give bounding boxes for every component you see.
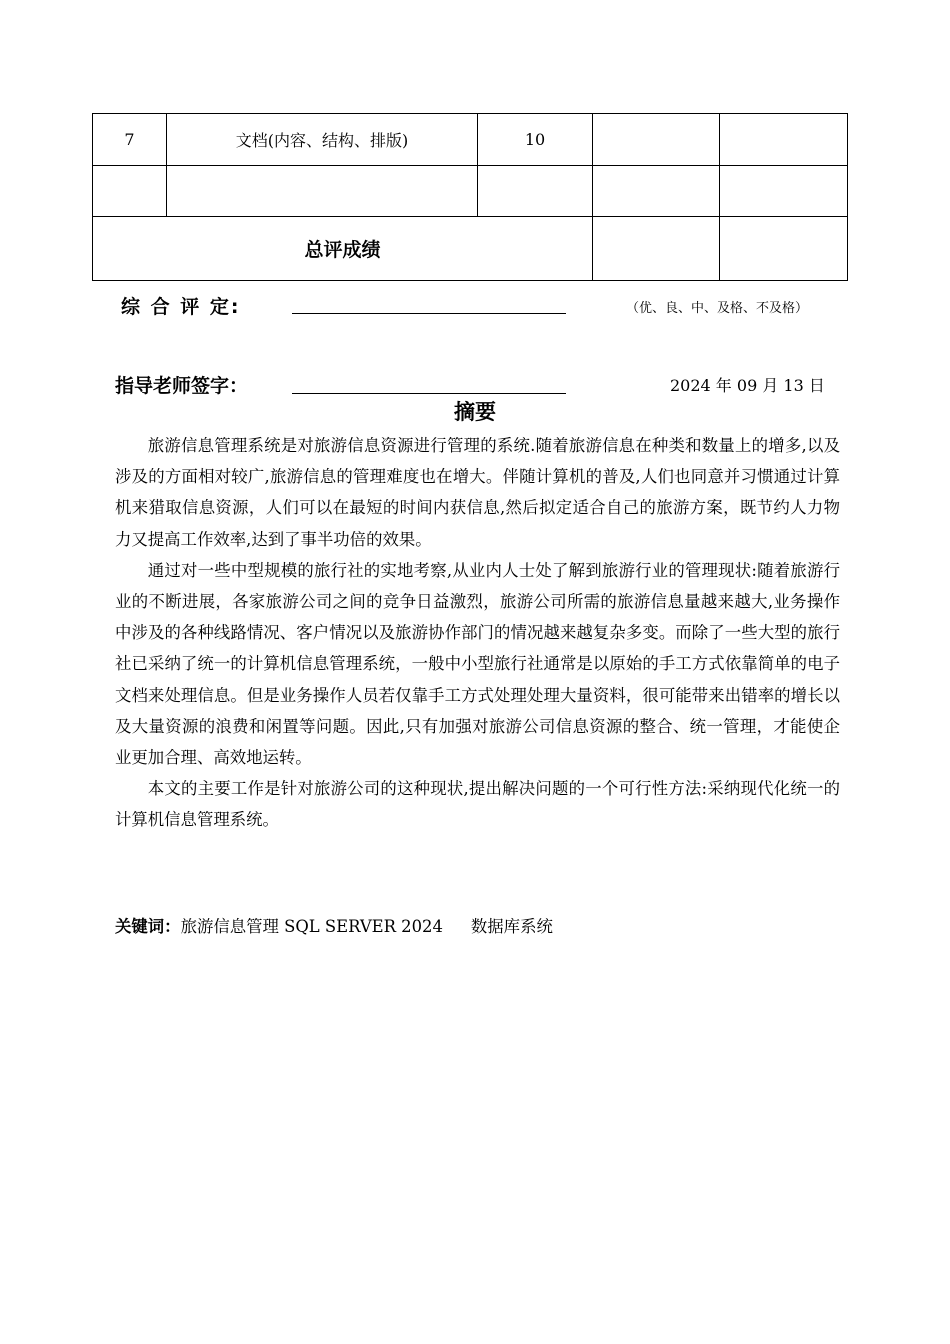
row-item: 文档(内容、结构、排版) xyxy=(167,114,478,166)
advisor-signature-label: 指导老师签字： xyxy=(115,375,249,397)
row-score-cell xyxy=(593,166,720,217)
abstract-paragraph: 旅游信息管理系统是对旅游信息资源进行管理的系统.随着旅游信息在种类和数量上的增多,以及涉及的方面相对较广,旅游信息的管理难度也在增大。伴随计算机的普及,人们也同意并习惯通过计算机来猎取信息资源，人们可以在最短的时间内获信息,然后拟定适合自己的旅游方案，既节约人力物力又提高工作效率,达到了事半功倍的效果。 xyxy=(115,436,840,549)
keywords-primary: 旅游信息管理 SQL SERVER 2024 xyxy=(180,917,443,936)
row-points xyxy=(478,166,593,217)
score-table xyxy=(92,113,848,281)
total-score-label: 总评成绩 xyxy=(93,217,593,281)
abstract-paragraph: 通过对一些中型规模的旅行社的实地考察,从业内人士处了解到旅游行业的管理现状:随着旅游行业的不断进展，各家旅游公司之间的竞争日益激烈，旅游公司所需的旅游信息量越来越大,业务操作中涉及的各种线路情况、客户情况以及旅游协作部门的情况越来越复杂多变。而除了一些大型的旅行社已采纳了统一的计算机信息管理系统，一般中小型旅行社通常是以原始的手工方式依靠简单的电子文档来处理信息。但是业务操作人员若仅靠手工方式处理处理大量资料，很可能带来出错率的增长以及大量资源的浪费和闲置等问题。因此,只有加强对旅游公司信息资源的整合、统一管理，才能使企业更加合理、高效地运转。 xyxy=(115,560,840,768)
row-points: 10 xyxy=(478,114,593,166)
row-number: 7 xyxy=(93,114,167,166)
evaluation-label: 综 合 评 定: xyxy=(121,296,241,318)
abstract-paragraph: 本文的主要工作是针对旅游公司的这种现状,提出解决问题的一个可行性方法:采纳现代化统一的计算机信息管理系统。 xyxy=(115,779,840,830)
keywords-line xyxy=(115,913,553,937)
row-number xyxy=(93,166,167,217)
abstract-body xyxy=(115,430,840,836)
row-remark-cell xyxy=(720,114,848,166)
total-score-cell xyxy=(593,217,720,281)
row-item xyxy=(167,166,478,217)
evaluation-options-note: （优、良、中、及格、不及格） xyxy=(626,301,809,316)
keywords-secondary: 数据库系统 xyxy=(470,917,553,936)
keywords-label: 关键词： xyxy=(115,917,181,936)
total-remark-cell xyxy=(720,217,848,281)
signature-date: 2024 年 09 月 13 日 xyxy=(670,376,825,395)
evaluation-blank-line xyxy=(292,313,566,314)
total-row xyxy=(93,217,848,281)
row-score-cell xyxy=(593,114,720,166)
abstract-title: 摘要 xyxy=(454,400,496,424)
table-row xyxy=(93,114,848,166)
signature-blank-line xyxy=(292,393,566,394)
row-remark-cell xyxy=(720,166,848,217)
table-row xyxy=(93,166,848,217)
